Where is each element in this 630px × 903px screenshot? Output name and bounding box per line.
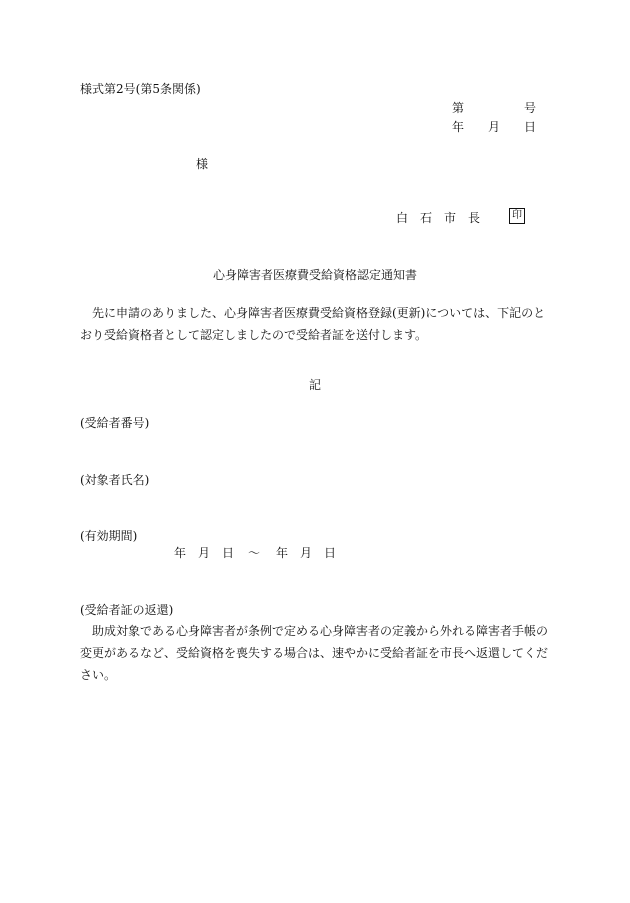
end-day: 日 [324,546,337,560]
issuer-char-4: 長 [468,211,481,225]
end-month: 月 [300,546,313,560]
subject-name-label: (対象者氏名) [80,473,150,487]
start-month: 月 [198,546,211,560]
issuer-char-2: 石 [420,211,433,225]
number-suffix: 号 [524,101,537,115]
ki-heading: 記 [308,378,321,392]
date-day: 日 [524,120,537,134]
return-label: (受給者証の返還) [80,603,174,617]
date-year: 年 [452,120,465,134]
recipient-number-label: (受給者番号) [80,416,150,430]
validity-period [174,546,344,560]
addressee-honorific: 様 [196,157,209,171]
document-title: 心身障害者医療費受給資格認定通知書 [212,268,417,282]
validity-label: (有効期間) [80,529,138,543]
issuer-name [396,211,492,225]
start-day: 日 [222,546,235,560]
issuer-char-1: 白 [396,211,409,225]
date-month: 月 [488,120,501,134]
start-year: 年 [174,546,187,560]
document-body: 先に申請のありました、心身障害者医療費受給資格登録(更新)については、下記のとおり受給資格者として認定しましたので受給者証を送付します。 [80,306,546,342]
end-year: 年 [276,546,289,560]
number-prefix: 第 [452,101,465,115]
return-text: 助成対象である心身障害者が条例で定める心身障害者の定義から外れる障害者手帳の変更があるなど、受給資格を喪失する場合は、速やかに受給者証を市長へ返還してください。 [80,624,549,682]
seal-box: 印 [509,208,525,224]
issuer-char-3: 市 [444,211,457,225]
form-label: 様式第2号(第5条関係) [80,82,201,96]
period-tilde: 〜 [248,546,261,560]
